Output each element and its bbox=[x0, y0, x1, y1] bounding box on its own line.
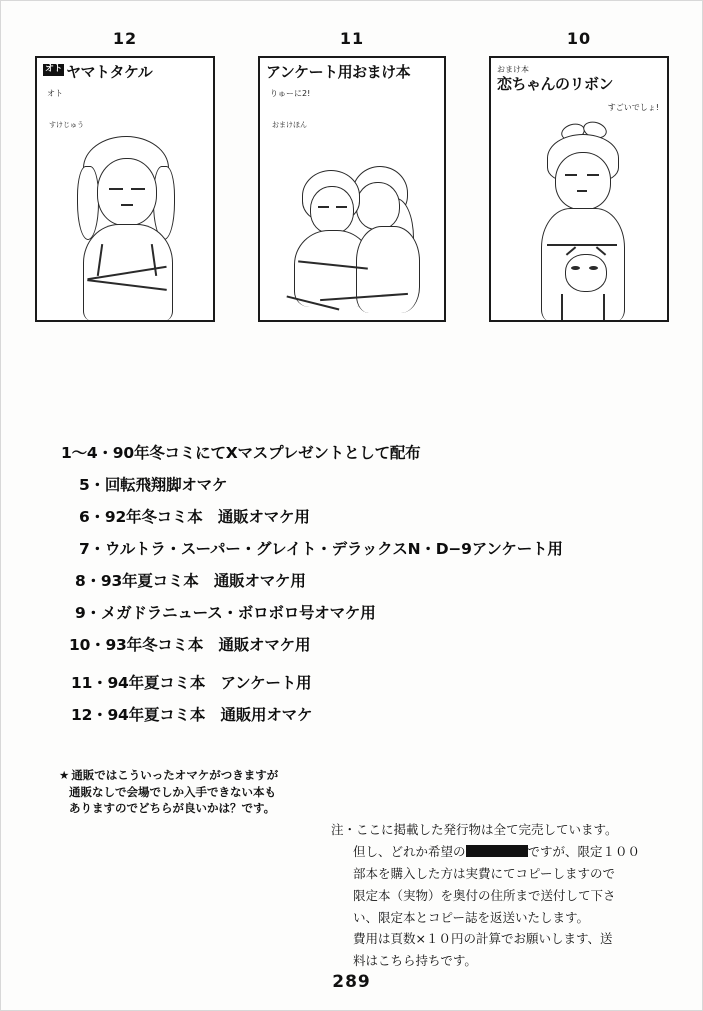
cover-image-12 bbox=[35, 56, 215, 322]
cover-block-12 bbox=[27, 29, 223, 322]
cover-image-11 bbox=[258, 56, 446, 322]
note-line: 注・ここに掲載した発行物は全て完売しています。 bbox=[331, 822, 618, 837]
cover-subtext-a: りゅーに2! bbox=[270, 89, 311, 98]
footnote-line: 通販なしで会場でしか入手できない本も bbox=[69, 784, 276, 799]
list-item: 11・94年夏コミ本 アンケート用 bbox=[71, 674, 312, 692]
list-item: 6・92年冬コミ本 通販オマケ用 bbox=[79, 508, 310, 526]
note-line: 部本を購入した方は実費にてコピーしますので bbox=[353, 865, 616, 881]
note-block bbox=[331, 819, 679, 972]
note-line: 料はこちら持ちです。 bbox=[353, 953, 477, 969]
list-item: 7・ウルトラ・スーパー・グレイト・デラックスN・D−9アンケート用 bbox=[79, 540, 563, 558]
list-item: 1〜4・90年冬コミにてXマスプレゼントとして配布 bbox=[61, 444, 421, 462]
cover-artwork bbox=[260, 58, 444, 320]
note-line bbox=[353, 841, 679, 863]
cover-title: アンケート用おまけ本 bbox=[266, 63, 411, 81]
cover-number: 12 bbox=[112, 29, 138, 48]
cover-block-10 bbox=[481, 29, 677, 322]
cover-title: 恋ちゃんのリボン bbox=[497, 75, 614, 93]
note-line-text: ですが、限定１００ bbox=[527, 843, 641, 859]
list-item: 9・メガドラニュース・ボロボロ号オマケ用 bbox=[75, 604, 376, 622]
cover-block-11 bbox=[254, 29, 450, 322]
list-item: 10・93年冬コミ本 通販オマケ用 bbox=[69, 636, 311, 654]
publication-list bbox=[61, 441, 651, 735]
note-line: 限定本（実物）を奥付の住所まで送付して下さ bbox=[353, 887, 616, 903]
footnote-block bbox=[59, 767, 399, 817]
cover-subtext-a: オト bbox=[47, 89, 63, 98]
cover-subtext-a: おまけ本 bbox=[497, 65, 529, 74]
cover-title-text: ヤマトタケル bbox=[66, 63, 153, 81]
list-item: 5・回転飛翔脚オマケ bbox=[79, 476, 228, 494]
note-line: い、限定本とコピー誌を返送いたします。 bbox=[353, 909, 590, 925]
cover-title-badge: オト bbox=[45, 64, 63, 74]
cover-number: 10 bbox=[566, 29, 592, 48]
cover-subtext-b: すけじゅう bbox=[49, 121, 84, 129]
cover-artwork bbox=[37, 58, 213, 320]
list-item: 8・93年夏コミ本 通販オマケ用 bbox=[75, 572, 306, 590]
footnote-line-text: 通販ではこういったオマケがつきますが bbox=[71, 768, 279, 782]
cover-artwork bbox=[491, 58, 667, 320]
cover-number: 11 bbox=[339, 29, 365, 48]
star-icon: ★ bbox=[59, 768, 70, 782]
cover-subtext-b: すごいでしょ! bbox=[607, 103, 659, 112]
note-line: 費用は頁数×１０円の計算でお願いします、送 bbox=[353, 931, 613, 947]
cover-subtext-b: おまけほん bbox=[272, 121, 307, 129]
footnote-line: ありますのでどちらが良いかは？です。 bbox=[69, 801, 276, 816]
page-number: 289 bbox=[332, 972, 371, 992]
cover-image-10 bbox=[489, 56, 669, 322]
footnote-line bbox=[59, 767, 399, 784]
note-line-text: 但し、どれか希望の bbox=[353, 843, 466, 859]
list-item: 12・94年夏コミ本 通販用オマケ bbox=[71, 706, 313, 724]
cover-row bbox=[27, 29, 677, 322]
redacted-block bbox=[466, 845, 528, 857]
